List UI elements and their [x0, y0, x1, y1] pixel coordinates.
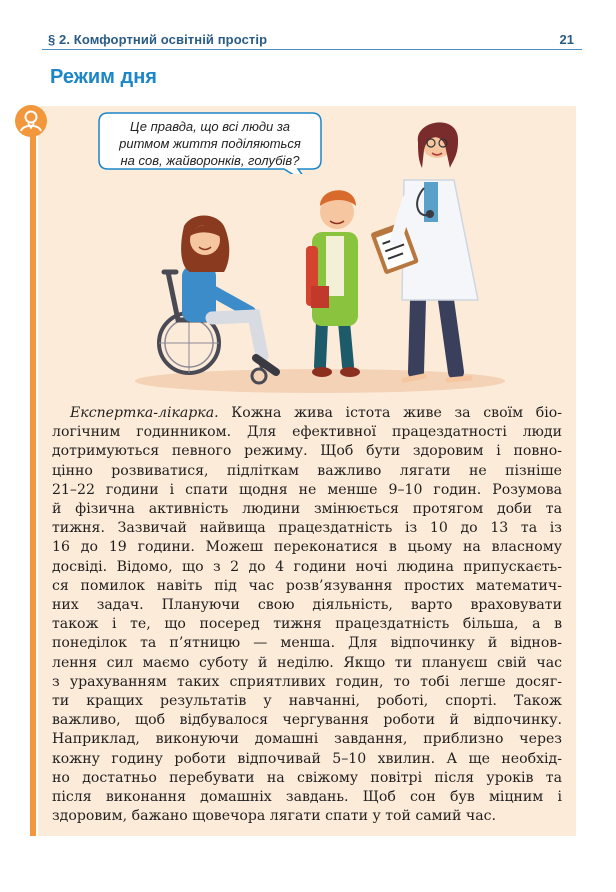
body-line: логічним годинником. Для ефективної працездатності люди: [52, 424, 562, 441]
doctor-figure: [370, 122, 478, 380]
body-line: кожну годину роботи відпочивай 5–10 хвилин. А ще необхід-: [52, 750, 562, 767]
body-line: [52, 404, 562, 423]
body-line: здоровим, бажано щовечора лягати спати у той самий час.: [52, 808, 497, 825]
bubble-line: Це правда, що всі люди за: [130, 119, 290, 134]
body-line: 16 до 19 години. Можеш переконатися в цьому на власному: [52, 539, 562, 556]
body-line: лення сил маємо суботу й неділю. Якщо ти плануєш свій час: [52, 654, 562, 671]
body-line: цінно розвиватися, підліткам важливо лягати не пізніше: [52, 462, 562, 479]
body-line: них задач. Плануючи свою діяльність, варто враховувати: [52, 597, 562, 614]
page-title: Режим дня: [50, 66, 157, 88]
body-line-text: Кожна жива істота живе за своїм біо-: [218, 405, 562, 421]
header-rule: [42, 49, 582, 50]
body-line: тижня. Зазвичай найвища працездатність із 10 до 13 та із: [52, 520, 562, 537]
expert-icon: [14, 104, 48, 138]
body-line: досвіді. Відомо, що з 2 до 4 години ночі людина припускаєть-: [52, 558, 562, 575]
body-paragraph: [52, 404, 562, 826]
section-title-header: § 2. Комфортний освітній простір: [48, 32, 268, 47]
body-line: з урахуванням таких сприятливих годин, то тобі легше досяг-: [52, 673, 562, 690]
body-line: понеділок та п’ятницю — менша. Для відпочинку й віднов-: [52, 635, 562, 652]
body-line: ся помилок навіть під час розв’язування простих математич-: [52, 577, 562, 594]
body-line: також і те, що посеред тижня працездатність більша, а в: [52, 616, 562, 633]
body-line: важливо, щоб відбувалося чергування роботи й відпочинку.: [52, 712, 562, 729]
speech-bubble-text: [100, 118, 320, 169]
body-line: Наприклад, виконуючи домашні завдання, приблизно через: [52, 731, 562, 748]
side-accent-bar: [30, 118, 36, 836]
page-number: 21: [559, 32, 574, 47]
body-line: дотримуються певного режиму. Щоб бути здоровим і повно-: [52, 443, 562, 460]
body-line: ти кращих результатів у навчанні, роботі, спорті. Також: [52, 693, 562, 710]
body-line: після виконання домашніх завдань. Щоб сон був міцним і: [52, 789, 562, 806]
speaker-label: Експертка-лікарка.: [70, 405, 219, 421]
body-line: но достатньо перебувати на свіжому повітрі після уроків та: [52, 769, 562, 786]
body-line: й фізична активність людини змінюється протягом доби та: [52, 501, 562, 518]
page-header: [42, 30, 582, 50]
boy-figure: [306, 190, 360, 377]
wheelchair-girl-figure: [159, 216, 276, 384]
body-line: 21–22 години і спати щодня не менше 9–10 годин. Розумова: [52, 481, 562, 498]
bubble-line: на сов, жайворонків, голубів?: [120, 153, 300, 168]
bubble-line: ритмом життя поділяються: [119, 136, 301, 151]
